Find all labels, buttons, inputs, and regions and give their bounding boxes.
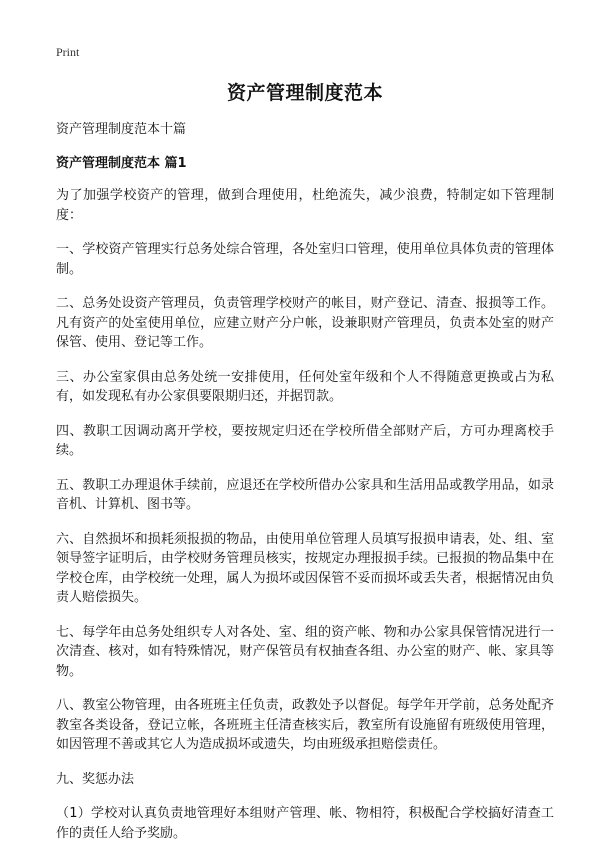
paragraph-8: 八、教室公物管理，由各班班主任负责，政教处予以督促。每学年开学前，总务处配齐教室各类设备，登记立帐，各班班主任清查核实后，教室所有设施留有班级使用管理，如因管理不善或其它人为造成损坏或遗失，均由班级承担赔偿责任。 [56, 698, 554, 752]
paragraph-4: 四、教职工因调动离开学校，要按规定归还在学校所借全部财产后，方可办理离校手续。 [56, 423, 554, 458]
paragraph-9: 九、奖惩办法 [56, 771, 135, 787]
paragraph-3: 三、办公室家俱由总务处统一安排使用，任何处室年级和个人不得随意更换或占为私有，如发现私有办公家俱要限期归还，并据罚款。 [56, 369, 554, 404]
document-subtitle: 资产管理制度范本十篇 [56, 122, 187, 137]
print-link[interactable]: Print [56, 45, 80, 59]
paragraph-10: （1）学校对认真负责地管理好本组财产管理、帐、物相符，积极配合学校搞好清查工作的责任人给予奖励。 [56, 806, 554, 841]
paragraph-5: 五、教职工办理退休手续前，应退还在学校所借办公家具和生活用品或教学用品，如录音机、计算机、图书等。 [56, 477, 554, 512]
section-heading: 资产管理制度范本 篇1 [56, 156, 187, 171]
paragraph-2: 二、总务处设资产管理员，负责管理学校财产的帐目，财产登记、清查、报损等工作。凡有资产的处室使用单位，应建立财产分户帐，设兼职财产管理员，负责本处室的财产保管、使用、登记等工作。 [56, 296, 554, 350]
paragraph-7: 七、每学年由总务处组织专人对各处、室、组的资产帐、物和办公家具保管情况进行一次清查、核对，如有特殊情况，财产保管员有权抽查各组、办公室的财产、帐、家具等物。 [56, 624, 554, 679]
document-title: 资产管理制度范本 [226, 82, 383, 104]
paragraph-6: 六、自然损坏和损耗须报损的物品，由使用单位管理人员填写报损申请表，处、组、室领导签字证明后，由学校财务管理员核实，按规定办理报损手续。已报损的物品集中在学校仓库，由学校统一处理，属人为损坏或因保管不妥而损坏或丢失者，根据情况由负责人赔偿损失。 [56, 531, 554, 605]
paragraph-1: 一、学校资产管理实行总务处综合管理，各处室归口管理，使用单位具体负责的管理体制。 [56, 242, 554, 277]
paragraph-intro: 为了加强学校资产的管理，做到合理使用，杜绝流失，减少浪费，特制定如下管理制度： [56, 188, 554, 223]
